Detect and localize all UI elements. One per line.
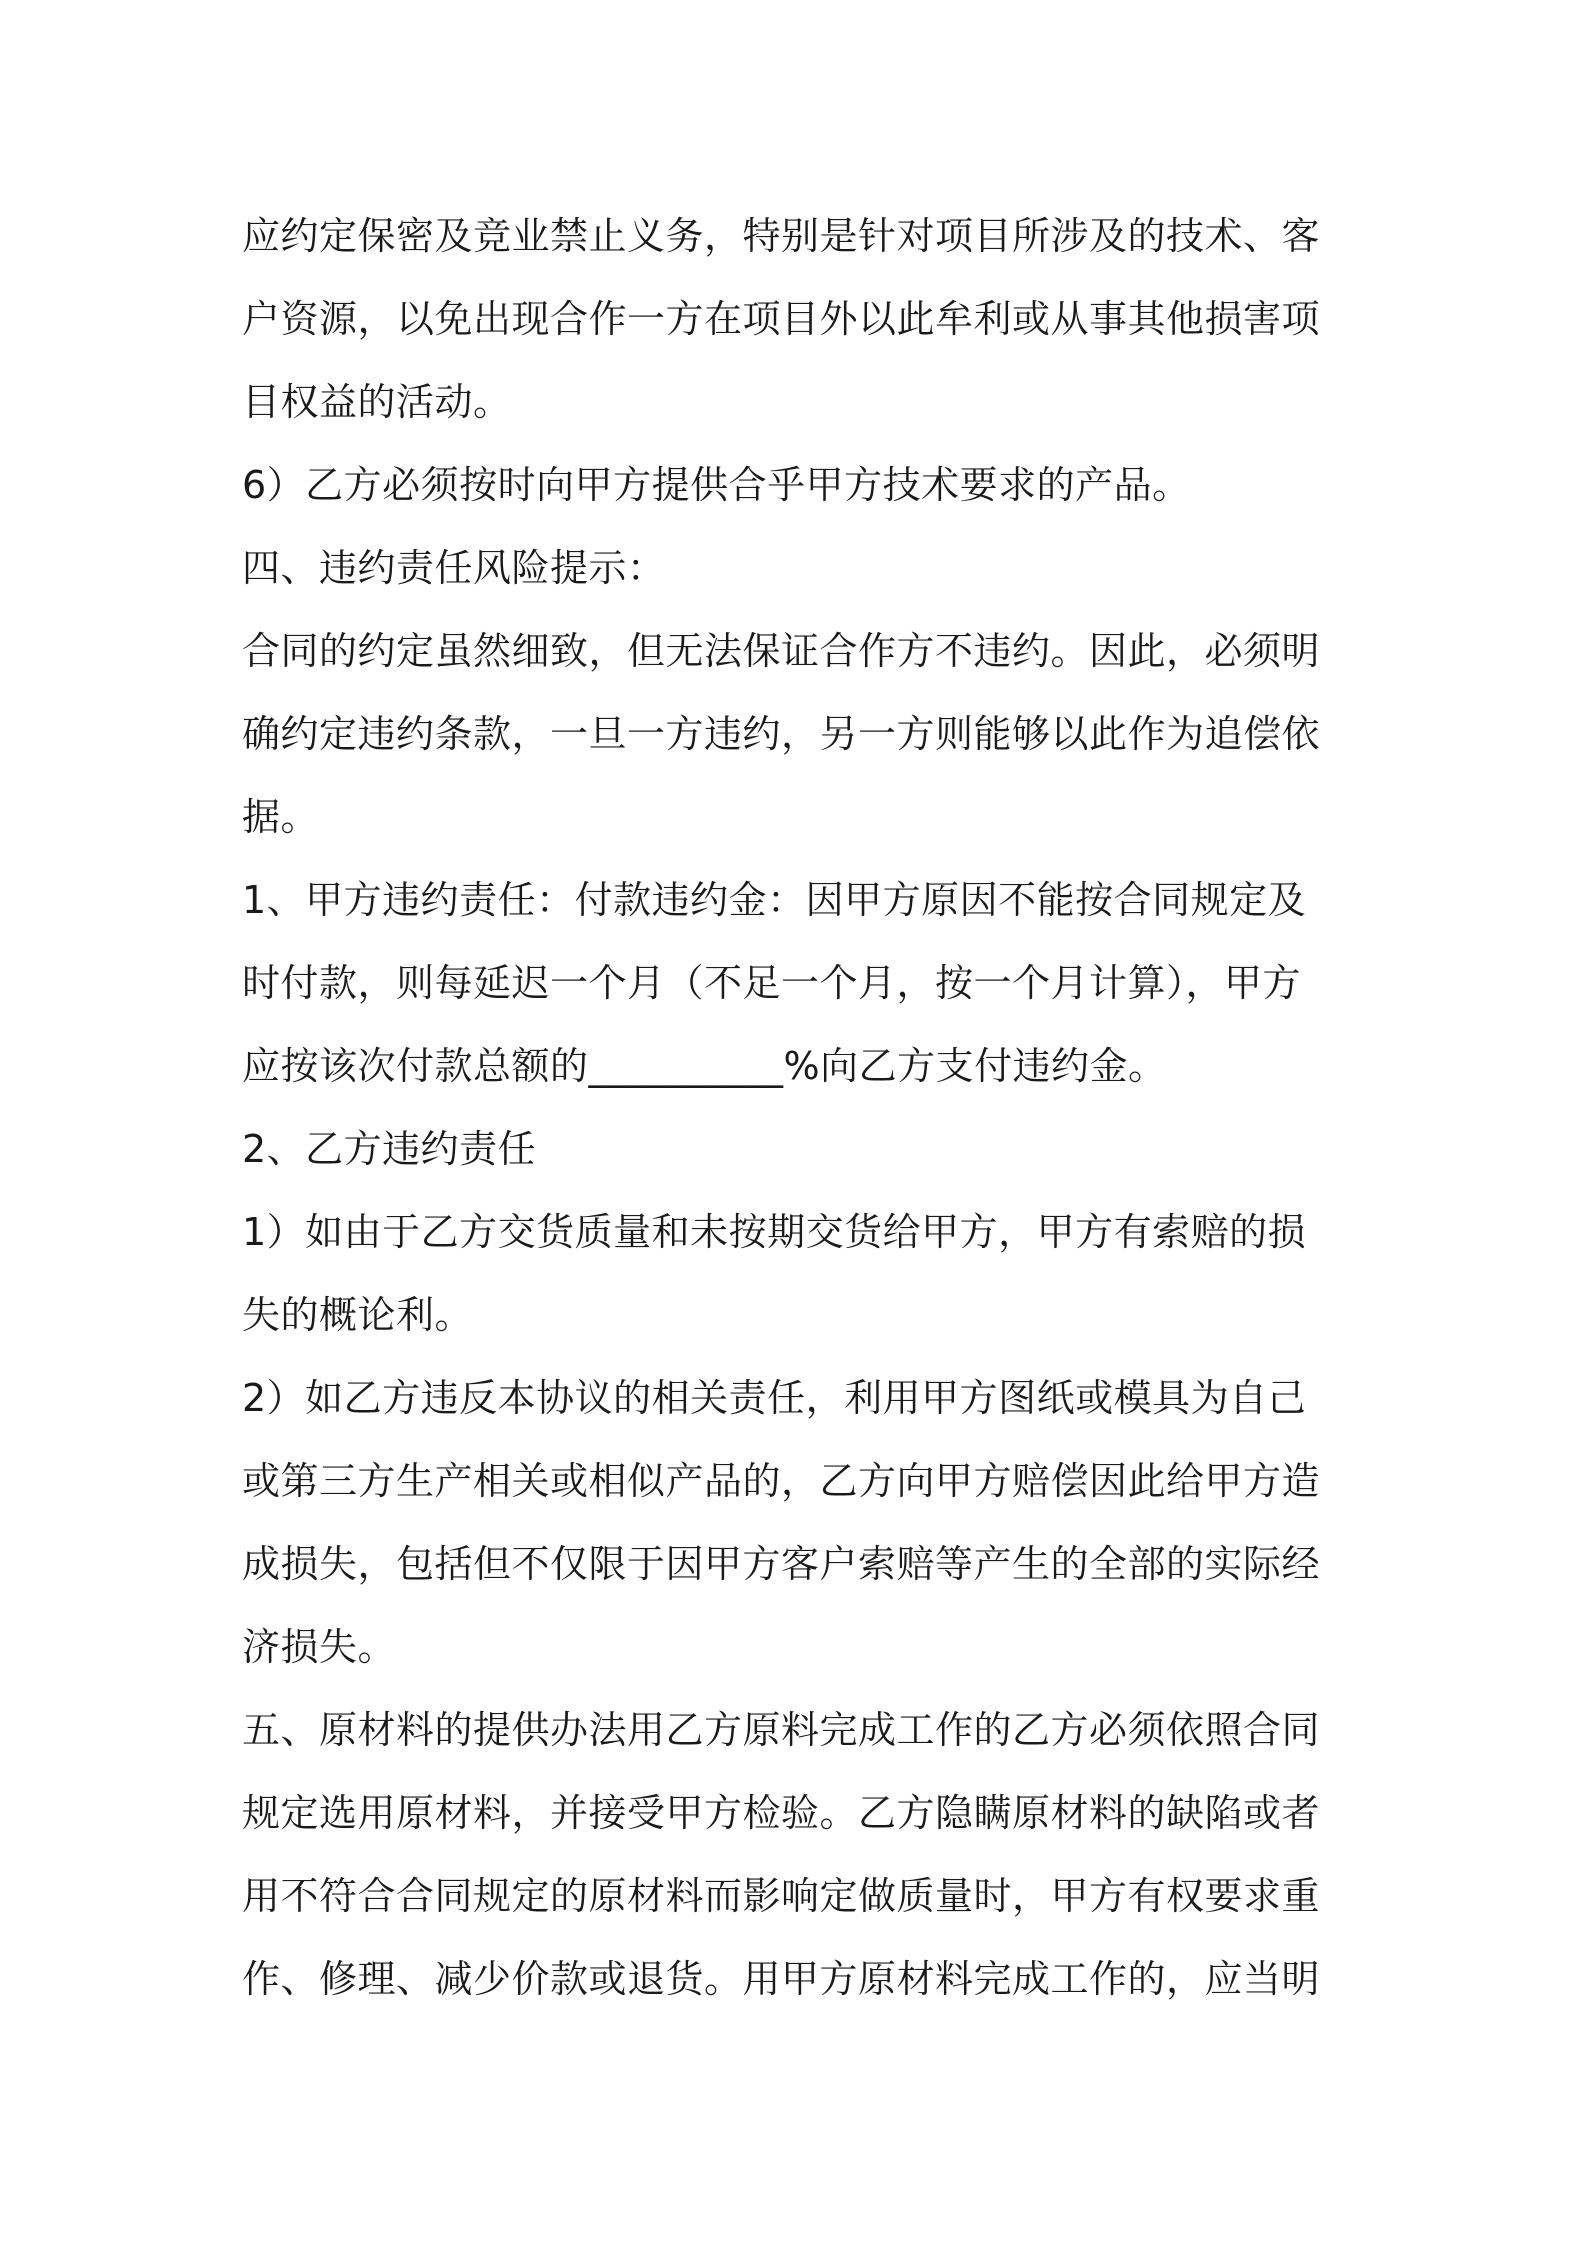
text-line: 户资源，以免出现合作一方在项目外以此牟利或从事其他损害项	[242, 297, 1321, 341]
text-line: 据。	[242, 795, 320, 839]
text-line: 应约定保密及竞业禁止义务，特别是针对项目所涉及的技术、客	[242, 214, 1321, 258]
section-heading: 四、违约责任风险提示：	[242, 546, 666, 590]
text-line: 规定选用原材料，并接受甲方检验。乙方隐瞒原材料的缺陷或者	[242, 1791, 1321, 1835]
text-line: 时付款，则每延迟一个月（不足一个月，按一个月计算），甲方	[242, 961, 1302, 1005]
subsection-heading: 2、乙方违约责任	[242, 1127, 537, 1171]
text-line: 合同的约定虽然细致，但无法保证合作方不违约。因此，必须明	[242, 629, 1321, 673]
text-line: 用不符合合同规定的原材料而影响定做质量时，甲方有权要求重	[242, 1874, 1321, 1918]
document-body	[242, 195, 1357, 2021]
text-line: 成损失，包括但不仅限于因甲方客户索赔等产生的全部的实际经	[242, 1542, 1321, 1586]
text-line: 应按该次付款总额的__________%向乙方支付违约金。	[242, 1044, 1167, 1088]
text-line: 确约定违约条款，一旦一方违约，另一方则能够以此作为追偿依	[242, 712, 1321, 756]
text-line: 1）如由于乙方交货质量和未按期交货给甲方，甲方有索赔的损	[242, 1210, 1307, 1254]
text-line: 作、修理、减少价款或退货。用甲方原材料完成工作的，应当明	[242, 1957, 1321, 2001]
text-line: 失的概论利。	[242, 1293, 474, 1337]
text-line: 6）乙方必须按时向甲方提供合乎甲方技术要求的产品。	[242, 463, 1191, 507]
section-heading: 五、原材料的提供办法用乙方原料完成工作的乙方必须依照合同	[242, 1708, 1321, 1752]
text-line: 济损失。	[242, 1625, 397, 1669]
text-line: 1、甲方违约责任：付款违约金：因甲方原因不能按合同规定及	[242, 878, 1307, 922]
text-line: 目权益的活动。	[242, 380, 512, 424]
text-line: 或第三方生产相关或相似产品的，乙方向甲方赔偿因此给甲方造	[242, 1459, 1321, 1503]
text-line: 2）如乙方违反本协议的相关责任，利用甲方图纸或模具为自己	[242, 1376, 1307, 1420]
